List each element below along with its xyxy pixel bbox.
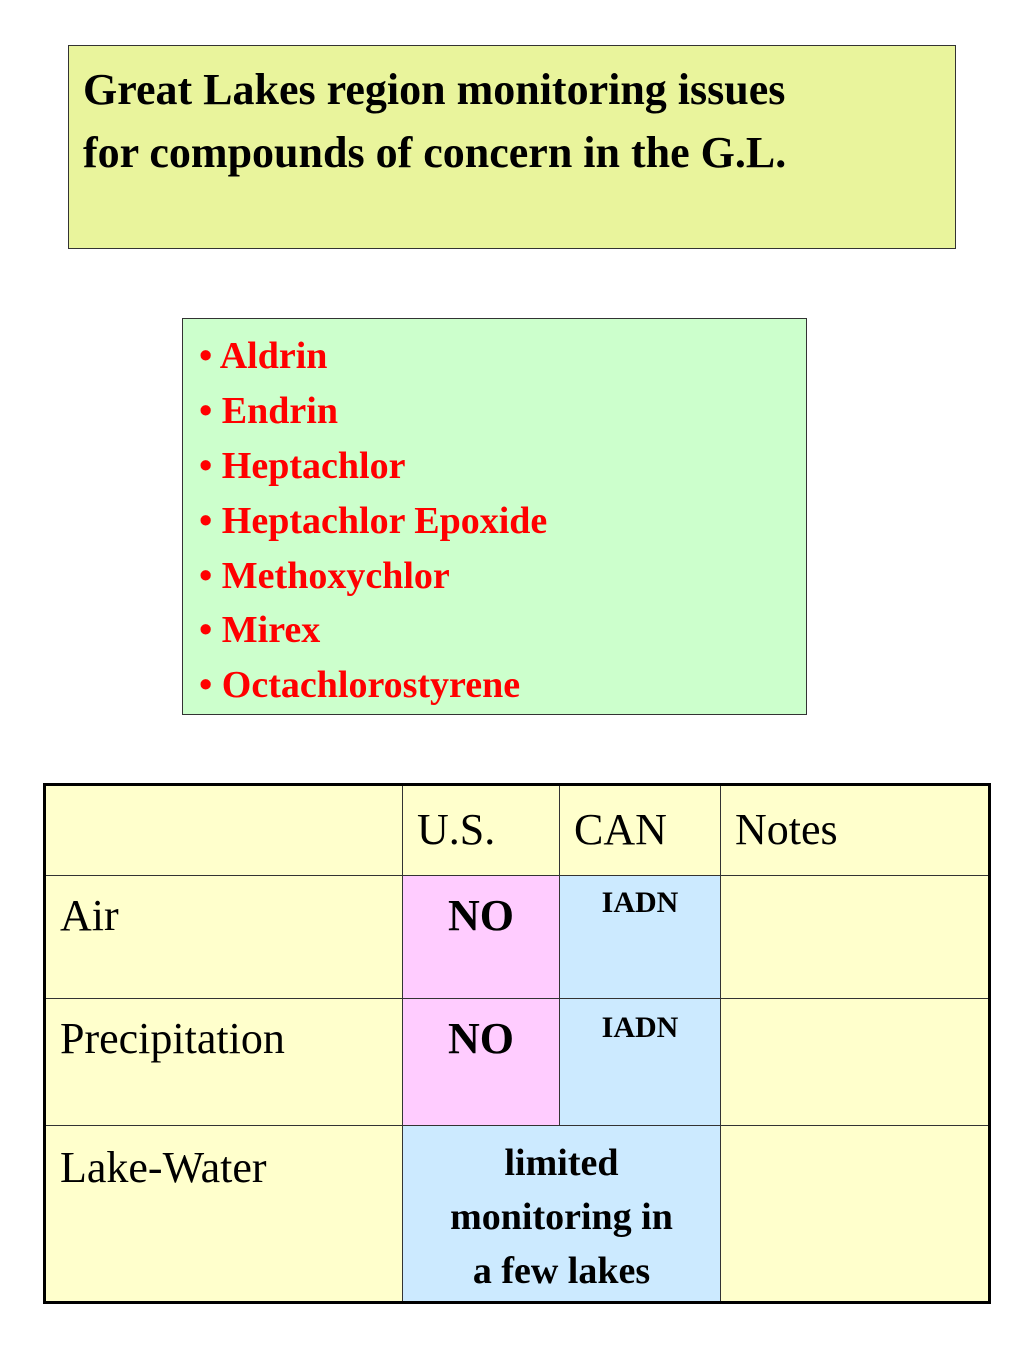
list-item: • Mirex	[199, 609, 321, 651]
monitoring-table	[43, 783, 991, 1304]
notes-cell	[721, 1126, 988, 1301]
header-cell-can	[560, 786, 721, 876]
us-status-precipitation: NO	[448, 1014, 514, 1063]
notes-cell	[721, 999, 988, 1126]
row-label-cell	[46, 1126, 403, 1301]
header-cell-us	[403, 786, 560, 876]
can-status-cell	[560, 876, 721, 999]
can-status-air: IADN	[601, 886, 679, 919]
header-label-can: CAN	[574, 805, 667, 854]
header-cell-notes	[721, 786, 988, 876]
title-box	[68, 45, 956, 249]
list-item: • Octachlorostyrene	[199, 664, 521, 706]
can-status-precipitation: IADN	[601, 1011, 679, 1044]
list-item: • Heptachlor	[199, 445, 406, 487]
row-label-lake-water: Lake-Water	[60, 1143, 267, 1192]
row-label-cell	[46, 876, 403, 999]
header-label-notes: Notes	[735, 805, 838, 854]
title-line-2: for compounds of concern in the G.L.	[83, 128, 787, 177]
us-status-cell	[403, 876, 560, 999]
row-label-cell	[46, 999, 403, 1126]
row-label-precipitation: Precipitation	[60, 1014, 285, 1063]
header-cell-empty	[46, 786, 403, 876]
row-label-air: Air	[60, 891, 119, 940]
combined-status-line: limited	[504, 1142, 619, 1184]
combined-status-line: a few lakes	[472, 1250, 651, 1292]
list-item: • Methoxychlor	[199, 555, 450, 597]
notes-cell	[721, 876, 988, 999]
can-status-cell	[560, 999, 721, 1126]
list-item: • Heptachlor Epoxide	[199, 500, 548, 542]
list-item: • Aldrin	[199, 335, 328, 377]
us-status-air: NO	[448, 891, 514, 940]
combined-status-cell	[403, 1126, 721, 1301]
header-label-us: U.S.	[417, 805, 496, 854]
us-status-cell	[403, 999, 560, 1126]
title-line-1: Great Lakes region monitoring issues	[83, 65, 786, 114]
combined-status-line: monitoring in	[450, 1196, 673, 1238]
compound-list-box	[182, 318, 807, 715]
list-item: • Endrin	[199, 390, 338, 432]
